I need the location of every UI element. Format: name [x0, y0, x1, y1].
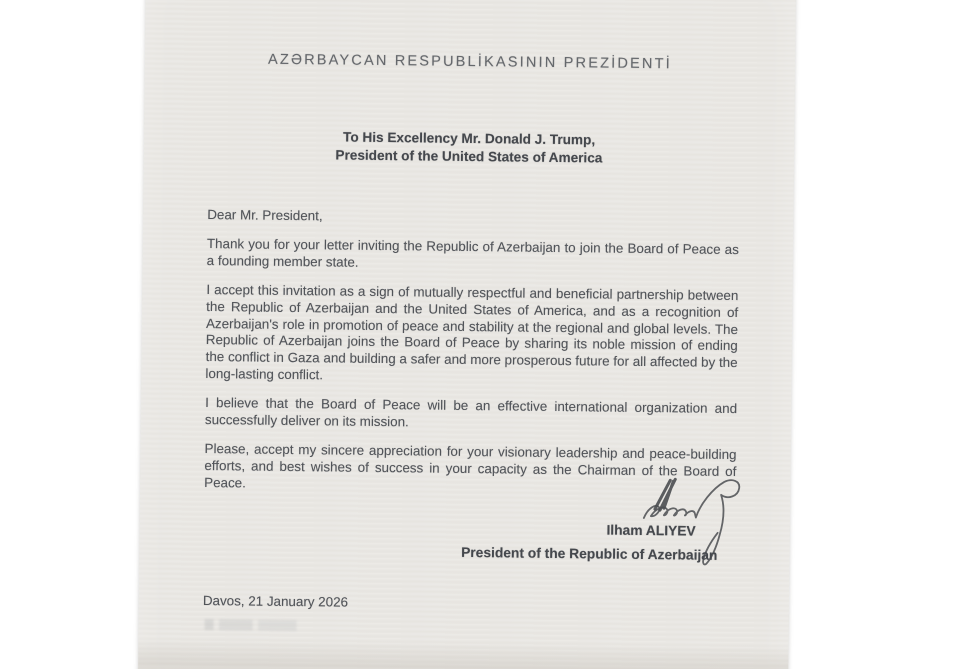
letter-paper [138, 0, 796, 669]
faint-stamp [205, 619, 297, 631]
paragraph-1: Thank you for your letter inviting the Republic of Azerbaijan to join the Board of Peace as a founding member state. [206, 235, 739, 270]
paper-bottom-shadow [138, 638, 788, 669]
paragraph-3: I believe that the Board of Peace will be an effective international organization and successfully deliver on its mission. [204, 395, 738, 430]
signer-title: President of the Republic of Azerbaijan [461, 544, 718, 563]
letterhead: AZƏRBAYCAN RESPUBLİKASININ PREZİDENTİ [267, 51, 673, 73]
recipient-block [144, 126, 794, 168]
dateline: Davos, 21 January 2026 [202, 592, 349, 610]
signer-name: Ilham ALIYEV [606, 522, 696, 539]
paragraph-2: I accept this invitation as a sign of mutually respectful and beneficial partnership between the Republic of Azerbaijan and the United States of America, and as a recognition of Azerbaijan's role in promotion of peace and stability at the regional and global levels. The Republic of Azerbaijan joins the Board of Peace by sharing its noble mission of ending the conflict in Gaza and building a safer and more prosperous future for all affected by the long-lasting conflict. [205, 281, 739, 383]
letter-body [204, 207, 739, 510]
paragraph-4: Please, accept my sincere appreciation for your visionary leadership and peace-building efforts, and best wishes of success in your capacity as the Chairman of the Board of Peace. [204, 440, 737, 491]
salutation: Dear Mr. President, [207, 207, 323, 224]
recipient-line-2: President of the United States of America [335, 146, 603, 166]
recipient-line-1: To His Excellency Mr. Donald J. Trump, [343, 129, 596, 148]
